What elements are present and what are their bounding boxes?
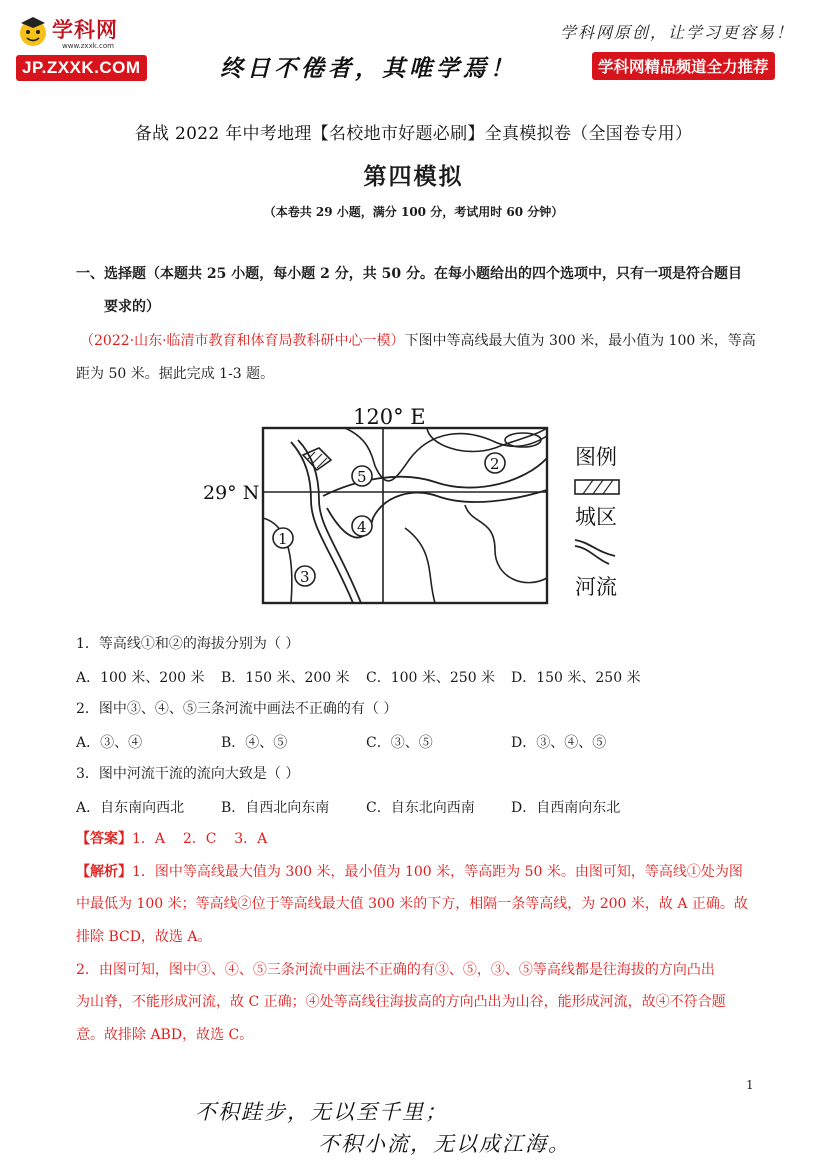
contour-line bbox=[465, 505, 547, 583]
marker-3 bbox=[295, 566, 315, 586]
svg-text:3: 3 bbox=[300, 568, 310, 586]
question-2-option-b[interactable]: B．④、⑤ bbox=[221, 735, 288, 751]
section-heading: 一、选择题（本题共 25 小题，每小题 2 分，共 50 分。在每小题给出的四个选项中，只有一项是符合题目 bbox=[76, 266, 742, 282]
contour-line bbox=[405, 528, 435, 603]
logo-url: www.zxxk.com bbox=[62, 42, 114, 50]
analysis-line-6: 意。故排除 ABD，故选 C。 bbox=[76, 1027, 254, 1043]
footer-quote-2: 不积小流，无以成江海。 bbox=[318, 1132, 571, 1156]
page-number: 1 bbox=[746, 1078, 754, 1092]
legend-river: 河流 bbox=[575, 575, 617, 599]
latitude-label: 29° N bbox=[203, 482, 260, 504]
svg-text:4: 4 bbox=[357, 518, 367, 536]
mascot-icon bbox=[16, 14, 50, 48]
question-3-option-b[interactable]: B．自西北向东南 bbox=[221, 800, 330, 816]
analysis-line-2: 中最低为 100 米；等高线②位于等高线最大值 300 米的下方，相隔一条等高线，为 200 米，故 A 正确。故 bbox=[76, 896, 748, 912]
answer-line bbox=[76, 829, 267, 849]
intro-text: 下图中等高线最大值为 300 米，最小值为 100 米，等高 bbox=[404, 333, 756, 349]
svg-text:1: 1 bbox=[278, 530, 288, 548]
marker-2 bbox=[485, 453, 505, 473]
contour-line bbox=[427, 428, 547, 451]
logo[interactable] bbox=[16, 10, 156, 52]
contour-line bbox=[345, 428, 547, 481]
question-1-option-a[interactable]: A．100 米、200 米 bbox=[76, 670, 205, 686]
svg-text:5: 5 bbox=[357, 468, 367, 486]
answer-label: 【答案】 bbox=[76, 831, 132, 847]
marker-4 bbox=[352, 516, 372, 536]
analysis-line-3: 排除 BCD，故选 A。 bbox=[76, 929, 212, 945]
contour-map bbox=[195, 400, 635, 610]
document-title: 备战 2022 年中考地理【名校地市好题必刷】全真模拟卷（全国卷专用） bbox=[134, 124, 693, 144]
legend-city: 城区 bbox=[575, 505, 617, 529]
question-1-option-d[interactable]: D．150 米、250 米 bbox=[511, 670, 641, 686]
analysis-label: 【解析】 bbox=[76, 864, 132, 880]
motto: 终日不倦者，其唯学焉！ bbox=[220, 55, 517, 82]
question-2-option-a[interactable]: A．③、④ bbox=[76, 735, 143, 751]
question-2-option-c[interactable]: C．③、⑤ bbox=[366, 735, 433, 751]
question-1-option-c[interactable]: C．100 米、250 米 bbox=[366, 670, 496, 686]
question-3-stem: 3．图中河流干流的流向大致是（ ） bbox=[76, 766, 300, 782]
question-2-option-d[interactable]: D．③、④、⑤ bbox=[511, 735, 607, 751]
legend-city-swatch bbox=[575, 480, 619, 494]
marker-1 bbox=[273, 528, 293, 548]
analysis-line-1 bbox=[76, 862, 743, 882]
logo-text: 学科网 bbox=[52, 18, 118, 42]
question-intro bbox=[80, 331, 756, 351]
source-tag: （2022·山东·临清市教育和体育局教科研中心一模） bbox=[80, 333, 405, 349]
slogan: 学科网原创，让学习更容易！ bbox=[560, 23, 795, 42]
document-subtitle: 第四模拟 bbox=[363, 164, 464, 190]
marker-5 bbox=[352, 466, 372, 486]
legend-title: 图例 bbox=[575, 445, 617, 469]
question-2-stem: 2．图中③、④、⑤三条河流中画法不正确的有（ ） bbox=[76, 701, 398, 717]
exam-note: （本卷共 29 小题，满分 100 分，考试用时 60 分钟） bbox=[263, 205, 564, 219]
question-1-option-b[interactable]: B．150 米、200 米 bbox=[221, 670, 350, 686]
svg-text:2: 2 bbox=[490, 455, 500, 473]
question-intro-cont: 距为 50 米。据此完成 1-3 题。 bbox=[76, 366, 275, 382]
channel-badge[interactable]: 学科网精品频道全力推荐 bbox=[592, 52, 775, 80]
question-3-option-c[interactable]: C．自东北向西南 bbox=[366, 800, 475, 816]
question-3-option-a[interactable]: A．自东南向西北 bbox=[76, 800, 185, 816]
question-1-stem: 1．等高线①和②的海拔分别为（ ） bbox=[76, 636, 300, 652]
section-heading-cont: 要求的） bbox=[104, 299, 160, 315]
question-3-option-d[interactable]: D．自西南向东北 bbox=[511, 800, 621, 816]
answer-text: 1．A 2．C 3．A bbox=[132, 831, 268, 847]
footer-quote-1: 不积跬步，无以至千里； bbox=[195, 1100, 448, 1124]
analysis-line-5: 为山脊，不能形成河流，故 C 正确；④处等高线往海拔高的方向凸出为山谷，能形成河流，故④不符合题 bbox=[76, 994, 726, 1010]
analysis-text: 1．图中等高线最大值为 300 米，最小值为 100 米，等高距为 50 米。由图可知，等高线①处为图 bbox=[132, 864, 743, 880]
site-badge[interactable]: JP.ZXXK.COM bbox=[16, 55, 147, 81]
longitude-label: 120° E bbox=[353, 405, 426, 429]
analysis-line-4: 2．由图可知，图中③、④、⑤三条河流中画法不正确的有③、⑤，③、⑤等高线都是往海拔的方向凸出 bbox=[76, 962, 715, 978]
